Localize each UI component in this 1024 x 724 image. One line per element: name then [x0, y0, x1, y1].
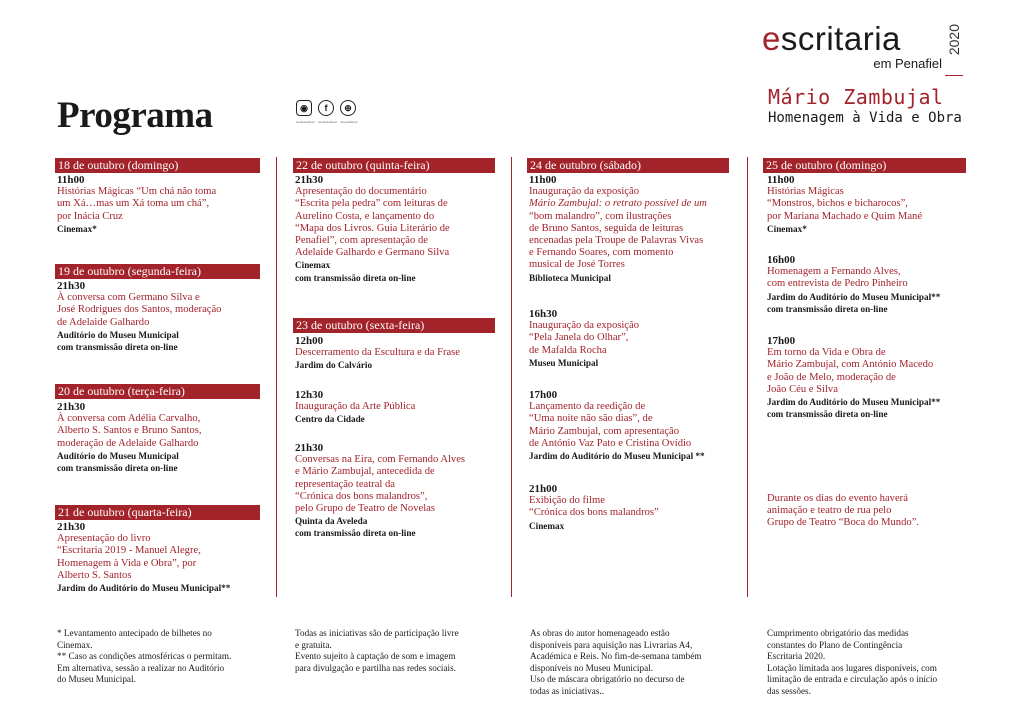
event-block: [57, 280, 277, 353]
footnote-contingency: Cumprimento obrigatório das medidas constantes do Plano de Contingência Escritaria 2020. Lotação limitada aos lugares disponíveis, com limitação de entrada e circulação após o início das sessões.: [767, 628, 938, 696]
event-time: 16h30: [529, 308, 558, 320]
event-time: 21h30: [295, 442, 324, 454]
event-place: Cinemax*: [57, 223, 97, 234]
day-header: 20 de outubro (terça-feira): [55, 384, 260, 399]
event-block: [529, 389, 749, 462]
logo-wordmark: escritaria: [762, 20, 901, 57]
event-block: [295, 389, 515, 426]
event-place: Auditório do Museu Municipal com transmissão direta on-line: [57, 329, 179, 353]
event-place: Cinemax com transmissão direta on-line: [295, 260, 416, 283]
event-time: 21h30: [57, 280, 86, 292]
event-desc: Inauguração da Arte Pública: [295, 401, 416, 413]
event-place: Jardim do Auditório do Museu Municipal**: [57, 583, 231, 594]
event-desc: Conversas na Eira, com Fernando Alves e Mário Zambujal, antecedida de representação teatral da “Crónica dos bons malandros”, pelo Grupo de Teatro de Novelas: [295, 454, 466, 515]
event-block: [529, 174, 749, 284]
day-header: 18 de outubro (domingo): [55, 158, 260, 173]
event-block: [57, 401, 277, 474]
event-place: Cinemax: [529, 520, 565, 531]
day-header: 24 de outubro (sábado): [527, 158, 729, 173]
event-place: Auditório do Museu Municipal com transmissão direta on-line: [57, 450, 179, 474]
event-desc: Exibição do filme “Crónica dos bons malandros”: [529, 495, 659, 519]
event-desc: Descerramento da Escultura e da Frase: [295, 347, 461, 359]
day-header: 19 de outubro (segunda-feira): [55, 264, 260, 279]
footnote-books: As obras do autor homenageado estão disponíveis para aquisição nas Livrarias A4, Académica e Reis. No fim-de-semana também disponíveis no Museu Municipal. Uso de máscara obrigatório no decurso de todas as iniciativas..: [530, 628, 702, 696]
event-place: Jardim do Auditório do Museu Municipal** com transmissão direta on-line: [767, 291, 941, 314]
event-block: [529, 308, 749, 369]
event-place: Biblioteca Municipal: [529, 272, 611, 283]
event-place: Jardim do Auditório do Museu Municipal** com transmissão direta on-line: [767, 397, 941, 420]
logo-subtitle: em Penafiel: [873, 56, 942, 71]
event-block: [529, 483, 749, 532]
event-block: [767, 174, 987, 235]
event-time: 21h30: [295, 174, 324, 186]
event-place: Centro da Cidade: [295, 414, 365, 425]
instagram-caption: escritariaoficial: [296, 120, 315, 124]
day-header: 22 de outubro (quinta-feira): [293, 158, 495, 173]
event-block: [767, 254, 987, 315]
logo-underline: [945, 75, 963, 76]
escritaria-logo: [762, 20, 972, 80]
event-time: 21h00: [529, 483, 558, 495]
event-desc: Histórias Mágicas “Um chá não toma um Xá…mas um Xá toma um chá”, por Inácia Cruz: [57, 186, 217, 222]
globe-icon[interactable]: ⊕: [340, 100, 356, 116]
event-place: Jardim do Auditório do Museu Municipal **: [529, 451, 705, 462]
event-time: 12h30: [295, 389, 324, 401]
event-desc: Apresentação do documentário “Escrita pela pedra” com leituras de Aurelino Costa, e lançamento do “Mapa dos Livros. Guia Literário de Penafiel”, com apresentação de Adelaide Galhardo e Germano Silva: [295, 186, 450, 259]
event-time: 11h00: [767, 174, 795, 186]
event-block: [295, 174, 515, 284]
street-theatre-note: Durante os dias do evento haverá animação e teatro de rua pelo Grupo de Teatro “Boca do Mundo”.: [767, 493, 920, 529]
facebook-icon[interactable]: f: [318, 100, 334, 116]
event-time: 21h30: [57, 521, 86, 533]
event-desc: À conversa com Adélia Carvalho, Alberto S. Santos e Bruno Santos, moderação de Adelaide Galhardo: [57, 413, 202, 449]
day-header: 25 de outubro (domingo): [763, 158, 966, 173]
event-block: [57, 174, 277, 235]
event-time: 21h30: [57, 401, 86, 413]
event-place: Jardim do Calvário: [295, 360, 373, 371]
event-desc: Em torno da Vida e Obra de Mário Zambujal, com António Macedo e João de Melo, moderação de João Céu e Silva: [767, 347, 934, 395]
event-place: Cinemax*: [767, 223, 807, 234]
event-time: 11h00: [529, 174, 557, 186]
event-block: [295, 442, 515, 540]
event-desc: Apresentação do livro “Escritaria 2019 - Manuel Alegre, Homenagem à Vida e Obra”, por Alberto S. Santos: [57, 533, 201, 581]
footnote-participation: Todas as iniciativas são de participação livre e gratuita. Evento sujeito à captação de som e imagem para divulgação e partilha nas redes sociais.: [295, 628, 459, 673]
event-time: 12h00: [295, 335, 324, 347]
event-desc: Histórias Mágicas “Monstros, bichos e bicharocos”, por Mariana Machado e Quim Mané: [767, 186, 923, 222]
event-block: [767, 335, 987, 420]
facebook-caption: escritariaoficial: [318, 120, 337, 124]
headline-subtitle: Homenagem à Vida e Obra: [768, 110, 962, 126]
event-time: 17h00: [767, 335, 796, 347]
event-desc: Lançamento da reedição de “Uma noite não são dias”, de Mário Zambujal, com apresentação de António Vaz Pato e Cristina Ovídio: [529, 401, 692, 449]
globe-caption: cm-penafiel.pt: [340, 120, 358, 124]
event-desc: Inauguração da exposição Mário Zambujal: o retrato possível de um “bom malandro”, com ilustrações de Bruno Santos, seguida de leituras encenadas pela Troupe de Palavras Vivas e Fernando Soares, com momento musical de José Torres: [529, 186, 707, 271]
event-place: Quinta da Aveleda com transmissão direta on-line: [295, 516, 416, 539]
event-place: Museu Municipal: [529, 357, 599, 368]
day-header: 21 de outubro (quarta-feira): [55, 505, 260, 520]
headline-name: Mário Zambujal: [768, 85, 944, 109]
event-time: 11h00: [57, 174, 85, 186]
day-header: 23 de outubro (sexta-feira): [293, 318, 495, 333]
event-block: [57, 521, 277, 594]
page-title: Programa: [57, 95, 213, 136]
event-desc: À conversa com Germano Silva e José Rodrigues dos Santos, moderação de Adelaide Galhardo: [57, 292, 222, 328]
logo-year: 2020: [946, 24, 962, 56]
event-time: 17h00: [529, 389, 558, 401]
event-time: 16h00: [767, 254, 796, 266]
social-links: [296, 100, 358, 124]
event-desc: Inauguração da exposição “Pela Janela do Olhar”, de Mafalda Rocha: [529, 320, 640, 356]
instagram-icon[interactable]: ◉: [296, 100, 312, 116]
event-desc: Homenagem a Fernando Alves, com entrevista de Pedro Pinheiro: [767, 266, 908, 290]
event-block: [295, 335, 515, 372]
footnote-tickets: * Levantamento antecipado de bilhetes no Cinemax. ** Caso as condições atmosféricas o permitam. Em alternativa, sessão a realizar no Auditório do Museu Municipal.: [57, 628, 232, 685]
